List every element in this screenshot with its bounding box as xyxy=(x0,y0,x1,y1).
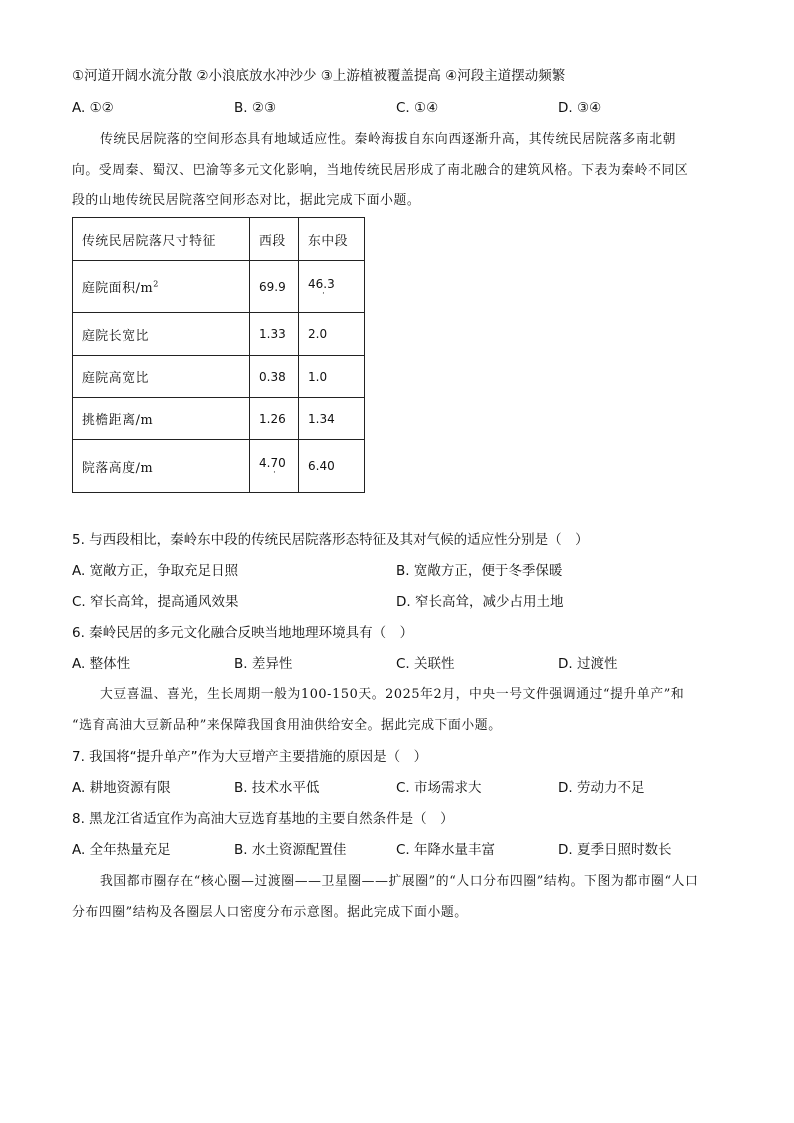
table-row-label: 庭院面积$/m^2$ xyxy=(73,261,250,313)
table-cell-mark: · xyxy=(273,468,276,478)
table-header-feature: 传统民居院落尺寸特征 xyxy=(73,218,250,261)
table-header-row xyxy=(73,218,365,261)
q6-stem: 6. 秦岭民居的多元文化融合反映当地地理环境具有（ ） xyxy=(72,625,414,641)
passage3-line-2: 分布四圈”结构及各圈层人口密度分布示意图。据此完成下面小题。 xyxy=(72,905,468,920)
table-cell-west: 1.26 xyxy=(250,398,299,440)
table-cell-west: 69.9 xyxy=(250,261,299,313)
table-row-label: 庭院高宽比 xyxy=(73,356,250,398)
passage1-line-3: 段的山地传统民居院落空间形态对比，据此完成下面小题。 xyxy=(72,193,421,208)
passage2-line-1: 大豆喜温、喜光，生长周期一般为100-150天。2025年2月，中央一号文件强调通过“提升单产”和 xyxy=(100,687,685,702)
passage2-line-2: “选育高油大豆新品种”来保障我国食用油供给安全。据此完成下面小题。 xyxy=(72,718,502,733)
q5-option-c[interactable]: C. 窄长高耸，提高通风效果 xyxy=(72,594,239,610)
courtyard-dimension-table xyxy=(72,217,365,493)
q8-option-b[interactable]: B. 水土资源配置佳 xyxy=(234,842,347,858)
table-row xyxy=(73,440,365,493)
q4-option-c[interactable]: C. ①④ xyxy=(396,100,439,116)
q8-option-a[interactable]: A. 全年热量充足 xyxy=(72,842,171,858)
table-cell-east: 2.0 xyxy=(299,313,365,356)
table-cell-west: 4.70 · xyxy=(250,440,299,493)
q7-option-d[interactable]: D. 劳动力不足 xyxy=(558,780,645,796)
table-cell-east: 1.34 xyxy=(299,398,365,440)
q8-option-c[interactable]: C. 年降水量丰富 xyxy=(396,842,496,858)
q7-stem: 7. 我国将“提升单产”作为大豆增产主要措施的原因是（ ） xyxy=(72,749,428,765)
passage1-line-1: 传统民居院落的空间形态具有地域适应性。秦岭海拔自东向西逐渐升高，其传统民居院落多南北朝 xyxy=(100,132,677,147)
q7-option-c[interactable]: C. 市场需求大 xyxy=(396,780,482,796)
q4-option-b[interactable]: B. ②③ xyxy=(234,100,277,116)
table-row-label: 庭院长宽比 xyxy=(73,313,250,356)
q8-option-d[interactable]: D. 夏季日照时数长 xyxy=(558,842,672,858)
q7-option-b[interactable]: B. 技术水平低 xyxy=(234,780,320,796)
table-cell-mark: · xyxy=(322,288,325,299)
table-cell-east: 1.0 xyxy=(299,356,365,398)
table-row xyxy=(73,261,365,313)
table-row-label: 挑檐距离/m xyxy=(73,398,250,440)
table-row xyxy=(73,398,365,440)
table-cell-west: 0.38 xyxy=(250,356,299,398)
q4-option-a[interactable]: A. ①② xyxy=(72,100,114,116)
table-cell-east: 46.3 · xyxy=(299,261,365,313)
passage3-line-1: 我国都市圈存在“核心圈—过渡圈——卫星圈——扩展圈”的“人口分布四圈”结构。下图为都市圈“人口 xyxy=(100,874,699,889)
q4-statements: ①河道开阔水流分散 ②小浪底放水冲沙少 ③上游植被覆盖提高 ④河段主道摆动频繁 xyxy=(72,68,566,84)
q5-option-d[interactable]: D. 窄长高耸，减少占用土地 xyxy=(396,594,564,610)
q6-option-b[interactable]: B. 差异性 xyxy=(234,656,293,672)
q7-option-a[interactable]: A. 耕地资源有限 xyxy=(72,780,171,796)
passage1-line-2: 向。受周秦、蜀汉、巴渝等多元文化影响，当地传统民居形成了南北融合的建筑风格。下表为秦岭不同区 xyxy=(72,163,689,178)
table-header-east: 东中段 xyxy=(299,218,365,261)
q6-option-c[interactable]: C. 关联性 xyxy=(396,656,455,672)
table-row xyxy=(73,356,365,398)
table-cell-west: 1.33 xyxy=(250,313,299,356)
q6-option-d[interactable]: D. 过渡性 xyxy=(558,656,618,672)
q4-option-d[interactable]: D. ③④ xyxy=(558,100,602,116)
q8-stem: 8. 黑龙江省适宜作为高油大豆选育基地的主要自然条件是（ ） xyxy=(72,811,454,827)
table-header-west: 西段 xyxy=(250,218,299,261)
q5-stem: 5. 与西段相比，秦岭东中段的传统民居院落形态特征及其对气候的适应性分别是（ ） xyxy=(72,532,589,548)
table-cell-east: 6.40 xyxy=(299,440,365,493)
q6-option-a[interactable]: A. 整体性 xyxy=(72,656,131,672)
q5-option-b[interactable]: B. 宽敞方正，便于冬季保暖 xyxy=(396,563,563,579)
table-row xyxy=(73,313,365,356)
table-row-label: 院落高度/m xyxy=(73,440,250,493)
q5-option-a[interactable]: A. 宽敞方正，争取充足日照 xyxy=(72,563,239,579)
